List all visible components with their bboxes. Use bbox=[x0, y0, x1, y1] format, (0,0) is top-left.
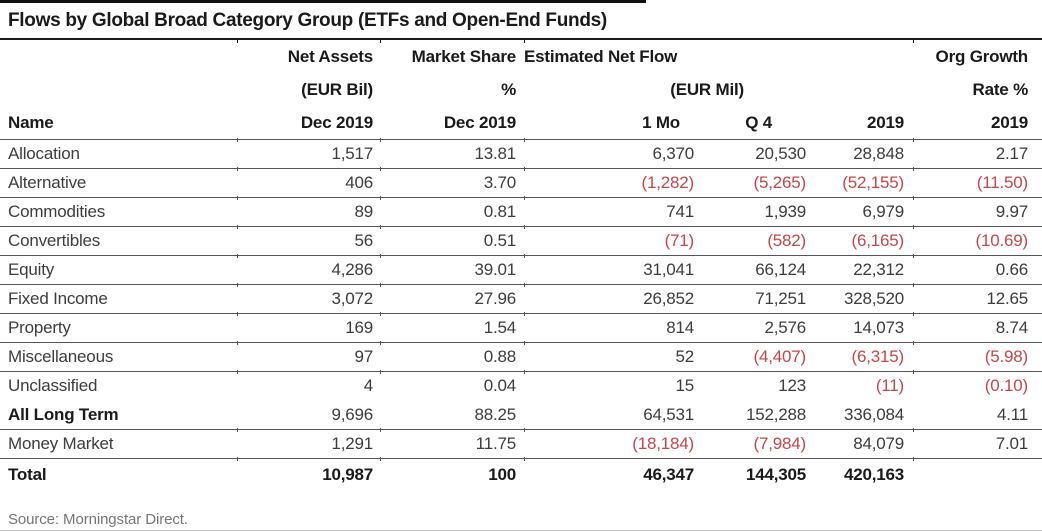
table-row-money-market bbox=[0, 430, 1042, 459]
row-name: All Long Term bbox=[8, 405, 119, 424]
table-row-alternative bbox=[0, 169, 1042, 198]
market-share-value: 0.04 bbox=[483, 376, 516, 395]
table-row-allocation bbox=[0, 140, 1042, 169]
net-assets-value: 89 bbox=[354, 202, 373, 221]
flow-q4-value: (582) bbox=[767, 231, 806, 250]
org-growth-value: (11.50) bbox=[976, 173, 1028, 192]
flow-q4-value: 1,939 bbox=[764, 202, 806, 221]
net-assets-value: 3,072 bbox=[331, 289, 373, 308]
header-net-assets-date: Dec 2019 bbox=[300, 113, 373, 132]
market-share-value: 88.25 bbox=[474, 405, 516, 424]
table-row-all-long-term bbox=[0, 401, 1042, 430]
market-share-value: 27.96 bbox=[474, 289, 516, 308]
table-row-miscellaneous bbox=[0, 343, 1042, 372]
org-growth-value: (10.69) bbox=[975, 231, 1028, 250]
org-growth-value: 2.17 bbox=[995, 144, 1028, 163]
header-org-growth: Org Growth bbox=[935, 47, 1028, 66]
flow-1mo-value: 6,370 bbox=[652, 144, 694, 163]
flow-q4-value: 152,288 bbox=[745, 405, 806, 424]
net-assets-value: 9,696 bbox=[331, 405, 373, 424]
flow-2019-value: (11) bbox=[875, 376, 904, 395]
net-assets-value: 406 bbox=[345, 173, 373, 192]
flow-2019-value: (52,155) bbox=[842, 173, 904, 192]
net-assets-value: 1,517 bbox=[331, 144, 373, 163]
top-rule bbox=[0, 0, 646, 3]
table-row-equity bbox=[0, 256, 1042, 285]
row-name: Equity bbox=[8, 260, 55, 279]
net-assets-value: 56 bbox=[354, 231, 373, 250]
row-name: Property bbox=[8, 318, 71, 337]
org-growth-value: 7.01 bbox=[995, 434, 1028, 453]
flow-2019-value: 14,073 bbox=[853, 318, 904, 337]
row-name: Allocation bbox=[8, 144, 80, 163]
header-col-1mo: 1 Mo bbox=[642, 113, 680, 132]
header-net-flow-unit: (EUR Mil) bbox=[670, 80, 744, 99]
org-growth-value: 0.66 bbox=[995, 260, 1028, 279]
table-row-commodities bbox=[0, 198, 1042, 227]
flow-q4-value: 71,251 bbox=[755, 289, 806, 308]
flow-q4-value: 2,576 bbox=[764, 318, 806, 337]
flow-2019-value: 84,079 bbox=[853, 434, 904, 453]
market-share-value: 0.88 bbox=[483, 347, 516, 366]
net-assets-value: 10,987 bbox=[322, 465, 373, 484]
header-org-growth-date: 2019 bbox=[990, 113, 1028, 132]
flow-1mo-value: 15 bbox=[675, 376, 694, 395]
header-spacer bbox=[0, 73, 229, 106]
row-name: Fixed Income bbox=[8, 289, 108, 308]
header-name: Name bbox=[8, 113, 54, 132]
flow-2019-value: (6,315) bbox=[851, 347, 904, 366]
market-share-value: 3.70 bbox=[483, 173, 516, 192]
table-row-total bbox=[0, 459, 1042, 490]
flow-1mo-value: 31,041 bbox=[643, 260, 694, 279]
flow-1mo-value: 814 bbox=[666, 318, 694, 337]
flow-q4-value: 66,124 bbox=[755, 260, 806, 279]
flow-2019-value: 6,979 bbox=[862, 202, 904, 221]
flow-2019-value: 328,520 bbox=[843, 289, 904, 308]
table-row-property bbox=[0, 314, 1042, 343]
net-assets-value: 4,286 bbox=[331, 260, 373, 279]
table-row-fixed-income bbox=[0, 285, 1042, 314]
flow-1mo-value: 64,531 bbox=[643, 405, 694, 424]
market-share-value: 100 bbox=[488, 465, 516, 484]
market-share-value: 11.75 bbox=[475, 434, 516, 453]
market-share-value: 0.51 bbox=[483, 231, 516, 250]
flow-q4-value: 123 bbox=[778, 376, 806, 395]
market-share-value: 13.81 bbox=[474, 144, 516, 163]
flow-1mo-value: (1,282) bbox=[641, 173, 694, 192]
market-share-value: 0.81 bbox=[483, 202, 516, 221]
header-net-assets: Net Assets bbox=[287, 47, 373, 66]
row-name: Alternative bbox=[8, 173, 87, 192]
flow-1mo-value: (71) bbox=[664, 231, 694, 250]
row-name: Money Market bbox=[8, 434, 114, 453]
row-name: Total bbox=[8, 465, 47, 484]
header-spacer bbox=[806, 73, 904, 106]
org-growth-value: 12.65 bbox=[986, 289, 1028, 308]
flow-1mo-value: 46,347 bbox=[643, 465, 694, 484]
flow-2019-value: 420,163 bbox=[843, 465, 904, 484]
header-net-assets-unit: (EUR Bil) bbox=[301, 80, 373, 99]
header-org-growth-unit: Rate % bbox=[972, 80, 1028, 99]
table-row-unclassified bbox=[0, 372, 1042, 401]
row-name: Commodities bbox=[8, 202, 105, 221]
flow-2019-value: 28,848 bbox=[853, 144, 904, 163]
flow-1mo-value: 741 bbox=[666, 202, 694, 221]
org-growth-value: (5.98) bbox=[984, 347, 1028, 366]
header-market-share: Market Share bbox=[411, 47, 516, 66]
flow-2019-value: (6,165) bbox=[851, 231, 904, 250]
row-name: Unclassified bbox=[8, 376, 98, 395]
flow-1mo-value: 52 bbox=[675, 347, 694, 366]
row-name: Miscellaneous bbox=[8, 347, 114, 366]
flow-q4-value: 20,530 bbox=[755, 144, 806, 163]
market-share-value: 39.01 bbox=[474, 260, 516, 279]
flow-q4-value: (4,407) bbox=[753, 347, 806, 366]
flow-q4-value: (5,265) bbox=[753, 173, 806, 192]
net-assets-value: 4 bbox=[363, 376, 373, 395]
header-col-q4: Q 4 bbox=[745, 113, 772, 132]
header-market-share-date: Dec 2019 bbox=[443, 113, 516, 132]
header-estimated-net-flow: Estimated Net Flow bbox=[524, 47, 678, 66]
org-growth-value: (0.10) bbox=[984, 376, 1028, 395]
source-note: Source: Morningstar Direct. bbox=[8, 511, 188, 528]
header-col-2019: 2019 bbox=[866, 113, 904, 132]
net-assets-value: 169 bbox=[345, 318, 373, 337]
net-assets-value: 1,291 bbox=[331, 434, 373, 453]
org-growth-value: 8.74 bbox=[995, 318, 1028, 337]
row-name: Convertibles bbox=[8, 231, 101, 250]
table-row-convertibles bbox=[0, 227, 1042, 256]
market-share-value: 1.54 bbox=[483, 318, 516, 337]
flow-1mo-value: 26,852 bbox=[643, 289, 694, 308]
net-assets-value: 97 bbox=[354, 347, 373, 366]
flow-2019-value: 336,084 bbox=[843, 405, 904, 424]
header-market-share-unit: % bbox=[501, 80, 516, 99]
org-growth-value bbox=[904, 459, 1042, 487]
header-spacer bbox=[0, 40, 229, 73]
org-growth-value: 4.11 bbox=[996, 405, 1028, 424]
org-growth-value: 9.97 bbox=[995, 202, 1028, 221]
flow-q4-value: 144,305 bbox=[745, 465, 806, 484]
table-body bbox=[0, 140, 1042, 490]
flow-1mo-value: (18,184) bbox=[632, 434, 694, 453]
flow-q4-value: (7,984) bbox=[753, 434, 806, 453]
flow-2019-value: 22,312 bbox=[853, 260, 904, 279]
table-header bbox=[0, 40, 1042, 140]
page-title: Flows by Global Broad Category Group (ETFs and Open-End Funds) bbox=[8, 10, 607, 31]
